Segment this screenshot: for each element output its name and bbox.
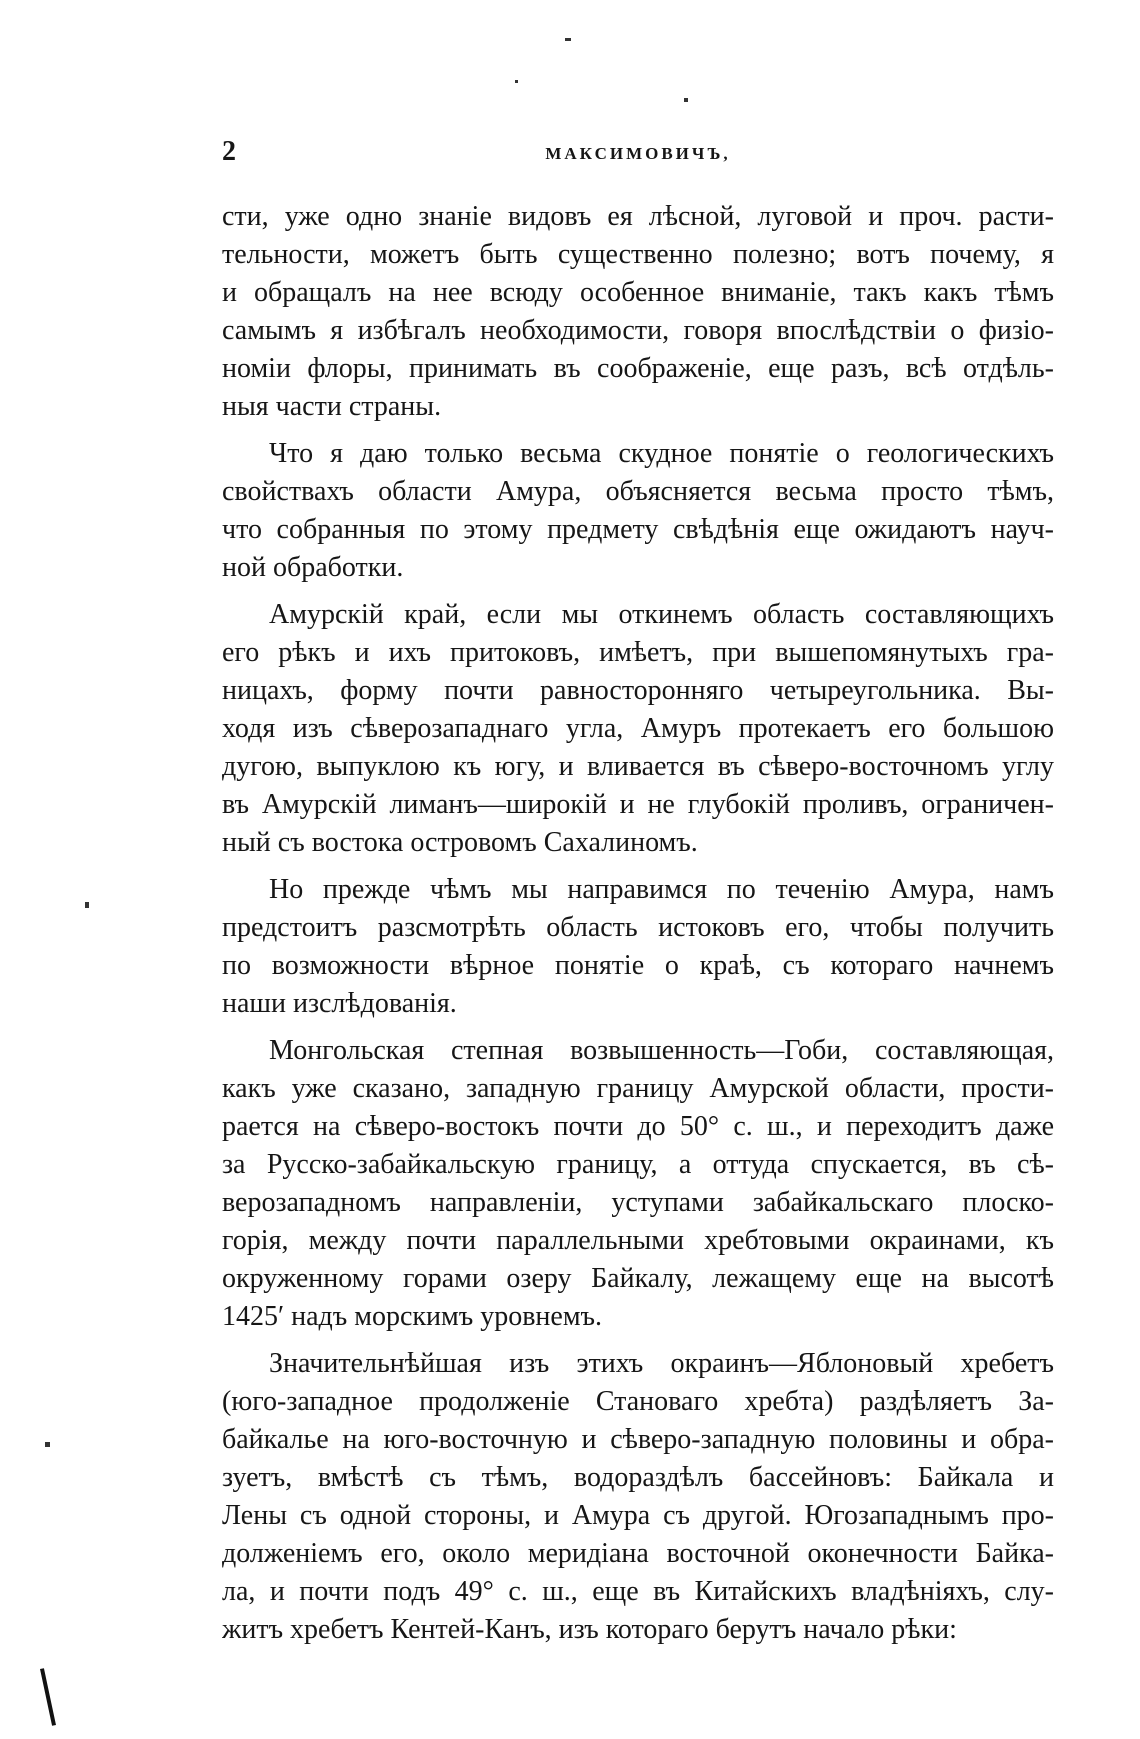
- text-line: Что я даю только весьма скудное понятіе о геологическихъ: [269, 438, 1054, 469]
- text-line: за Русско-забайкальскую границу, а оттуда спускается, въ сѣ-: [222, 1149, 1054, 1180]
- text-line: въ Амурскій лиманъ—широкій и не глубокій проливъ, ограничен-: [222, 789, 1054, 820]
- scan-speck: [684, 98, 688, 102]
- text-line: ныя части страны.: [222, 391, 442, 422]
- text-line: самымъ я избѣгалъ необходимости, говоря впослѣдствіи о физіо-: [222, 315, 1054, 346]
- text-line: Амурскій край, если мы откинемъ область составляющихъ: [269, 599, 1054, 630]
- text-line: ходя изъ сѣверозападнаго угла, Амуръ протекаетъ его большою: [222, 713, 1054, 744]
- text-line: ла, и почти подъ 49° с. ш., еще въ Китайскихъ владѣніяхъ, слу-: [222, 1576, 1054, 1607]
- text-line: рается на сѣверо-востокъ почти до 50° с. ш., и переходитъ даже: [222, 1111, 1054, 1142]
- text-line: дугою, выпуклою къ югу, и вливается въ сѣверо-восточномъ углу: [222, 751, 1054, 782]
- text-line: какъ уже сказано, западную границу Амурской области, прости-: [222, 1073, 1054, 1104]
- text-line: ной обработки.: [222, 552, 404, 583]
- text-line: его рѣкъ и ихъ притоковъ, имѣетъ, при вышепомянутыхъ гра-: [222, 637, 1054, 668]
- text-line: окруженному горами озеру Байкалу, лежащему еще на высотѣ: [222, 1263, 1054, 1294]
- text-line: долженіемъ его, около меридіана восточной оконечности Байка-: [222, 1538, 1054, 1569]
- text-line: ницахъ, форму почти равносторонняго четыреугольника. Вы-: [222, 675, 1054, 706]
- text-line: зуетъ, вмѣстѣ съ тѣмъ, водораздѣлъ бассейновъ: Байкала и: [222, 1462, 1054, 1493]
- text-line: ный съ востока островомъ Сахалиномъ.: [222, 827, 698, 858]
- text-line: тельности, можетъ быть существенно полезно; вотъ почему, я: [222, 239, 1054, 270]
- text-line: Монгольская степная возвышенность—Гоби, составляющая,: [269, 1035, 1054, 1066]
- text-line: (юго-западное продолженіе Становаго хребта) раздѣляетъ За-: [222, 1386, 1054, 1417]
- text-line: наши изслѣдованія.: [222, 988, 457, 1019]
- text-line: байкалье на юго-восточную и сѣверо-западную половины и обра-: [222, 1424, 1054, 1455]
- text-line: горія, между почти параллельными хребтовыми окраинами, къ: [222, 1225, 1054, 1256]
- running-head: МАКСИМОВИЧЪ,: [545, 144, 731, 163]
- page-number: 2: [222, 136, 236, 167]
- scan-speck: [45, 1442, 50, 1447]
- scan-speck: [85, 902, 89, 908]
- body-text: [222, 198, 1054, 1649]
- text-line: свойствахъ области Амура, объясняется весьма просто тѣмъ,: [222, 476, 1054, 507]
- text-line: Значительнѣйшая изъ этихъ окраинъ—Яблоновый хребетъ: [269, 1348, 1054, 1379]
- scan-speck: [565, 38, 571, 41]
- text-line: Но прежде чѣмъ мы направимся по теченію Амура, намъ: [269, 874, 1054, 905]
- text-line: Лены съ одной стороны, и Амура съ другой. Югозападнымъ про-: [222, 1500, 1054, 1531]
- text-line: житъ хребетъ Кентей-Канъ, изъ котораго берутъ начало рѣки:: [222, 1614, 957, 1645]
- scan-mark: [40, 1668, 56, 1726]
- text-line: номіи флоры, принимать въ соображеніе, еще разъ, всѣ отдѣль-: [222, 353, 1054, 384]
- text-line: и обращалъ на нее всюду особенное вниманіе, такъ какъ тѣмъ: [222, 277, 1054, 308]
- text-line: верозападномъ направленіи, уступами забайкальскаго плоско-: [222, 1187, 1054, 1218]
- text-line: что собранныя по этому предмету свѣдѣнія еще ожидаютъ науч-: [222, 514, 1054, 545]
- page-header: [222, 136, 1054, 176]
- text-line: сти, уже одно знаніе видовъ ея лѣсной, луговой и проч. расти-: [222, 201, 1054, 232]
- text-line: по возможности вѣрное понятіе о краѣ, съ котораго начнемъ: [222, 950, 1054, 981]
- text-line: предстоитъ разсмотрѣть область истоковъ его, чтобы получить: [222, 912, 1054, 943]
- text-line: 1425′ надъ морскимъ уровнемъ.: [222, 1301, 603, 1332]
- scan-speck: [515, 80, 518, 83]
